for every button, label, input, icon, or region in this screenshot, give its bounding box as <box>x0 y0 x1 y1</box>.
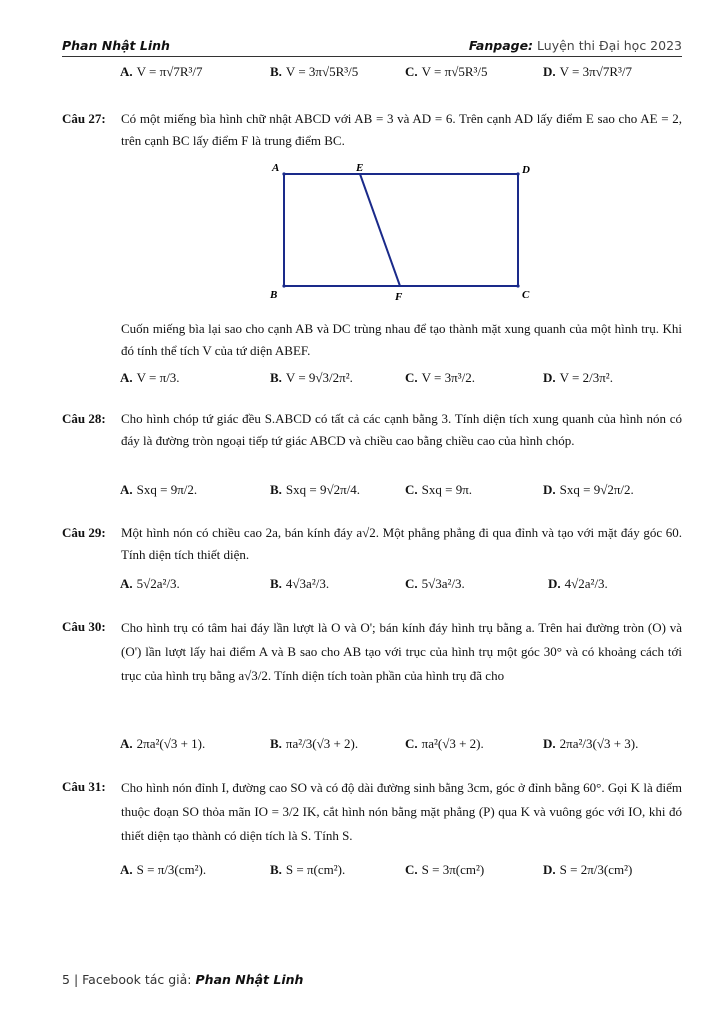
fanpage-label: Fanpage: <box>468 38 534 53</box>
q28-answer-c: C. Sxq = 9π. <box>405 482 473 497</box>
page-header <box>62 36 682 57</box>
footer-label: Facebook tác giả: <box>82 972 192 987</box>
question-label: Câu 31: <box>62 779 106 794</box>
q31-answer-d: D. S = 2π/3(cm²) <box>543 862 633 877</box>
question-text: Có một miếng bìa hình chữ nhật ABCD với AB = 3 và AD = 6. Trên cạnh AD lấy điểm E sao cho AE = 2, trên cạnh BC lấy điểm F là trung điểm BC. <box>121 111 682 148</box>
q27-answer-d: D. V = 2/3π². <box>543 370 613 385</box>
q30-answer-a: A. 2πa²(√3 + 1). <box>120 736 206 751</box>
footer-author: Phan Nhật Linh <box>195 972 304 987</box>
q26-answer-d: D. V = 3π√7R³/7 <box>543 64 633 79</box>
point-f: F <box>395 291 403 303</box>
rectangle-figure <box>266 160 536 310</box>
q28-answer-d: D. Sxq = 9√2π/2. <box>543 482 634 497</box>
question-text: Cho hình chóp tứ giác đều S.ABCD có tất cả các cạnh bằng 3. Tính diện tích xung quanh của hình nón có đáy là đường tròn ngoại tiếp tứ giác ABCD và chiều cao bằng chiều cao của hình chóp. <box>121 411 682 448</box>
q27-answer-a: A. V = π/3. <box>120 370 180 385</box>
segment-ef <box>360 174 400 286</box>
question-text-2: Cuốn miếng bìa lại sao cho cạnh AB và DC trùng nhau để tạo thành mặt xung quanh của một hình trụ. Khi đó tính thể tích V của tứ diện ABEF. <box>121 321 682 358</box>
q26-answer-c: C. V = π√5R³/5 <box>405 64 488 79</box>
q27-answer-c: C. V = 3π³/2. <box>405 370 475 385</box>
point-d: D <box>522 164 530 176</box>
question-text: Cho hình trụ có tâm hai đáy lần lượt là O và O'; bán kính đáy hình trụ bằng a. Trên hai đường tròn (O) và (O') lần lượt lấy hai điểm A và B sao cho AB tạo với trục của hình trụ một góc 30° và có khoảng cách tới trục của hình trụ bằng a√3/2. Tính diện tích toàn phần của hình trụ đã cho <box>121 620 682 683</box>
author-name: Phan Nhật Linh <box>62 38 170 53</box>
question-28 <box>62 408 682 452</box>
question-label: Câu 30: <box>62 619 106 634</box>
q30-answer-c: C. πa²(√3 + 2). <box>405 736 484 751</box>
q29-answer-b: B. 4√3a²/3. <box>270 576 330 591</box>
question-label: Câu 29: <box>62 525 106 540</box>
q31-answer-b: B. S = π(cm²). <box>270 862 346 877</box>
page-footer <box>62 972 303 987</box>
question-text: Một hình nón có chiều cao 2a, bán kính đáy a√2. Một phẳng phẳng đi qua đỉnh và tạo với mặt đáy góc 60. Tính diện tích thiết diện. <box>121 525 682 562</box>
q27-answer-b: B. V = 9√3/2π². <box>270 370 353 385</box>
question-label: Câu 27: <box>62 111 106 126</box>
q31-answer-c: C. S = 3π(cm²) <box>405 862 485 877</box>
question-27-continued <box>62 318 682 362</box>
q31-answer-a: A. S = π/3(cm²). <box>120 862 207 877</box>
fanpage-text: Luyện thi Đại học 2023 <box>537 38 682 53</box>
q28-answer-b: B. Sxq = 9√2π/4. <box>270 482 361 497</box>
q26-answer-b: B. V = 3π√5R³/5 <box>270 64 359 79</box>
q29-answer-c: C. 5√3a²/3. <box>405 576 465 591</box>
question-text: Cho hình nón đỉnh I, đường cao SO và có độ dài đường sinh bằng 3cm, góc ở đỉnh bằng 60°. Gọi K là điểm thuộc đoạn SO thỏa mãn IO = 3/2 IK, cắt hình nón bằng mặt phẳng (P) qua K và vuông góc với IO, khi đó thiết diện tạo thành có diện tích là S. Tính S. <box>121 780 682 843</box>
question-29 <box>62 522 682 566</box>
q29-answer-d: D. 4√2a²/3. <box>548 576 608 591</box>
page-number: 5 <box>62 972 70 987</box>
rectangle-abcd <box>284 174 518 286</box>
point-b: B <box>270 289 278 301</box>
point-e: E <box>356 162 364 174</box>
q29-answer-a: A. 5√2a²/3. <box>120 576 180 591</box>
question-27 <box>62 108 682 152</box>
fanpage <box>469 38 682 53</box>
q30-answer-b: B. πa²/3(√3 + 2). <box>270 736 359 751</box>
point-a: A <box>272 162 280 174</box>
q30-answer-d: D. 2πa²/3(√3 + 3). <box>543 736 639 751</box>
question-label: Câu 28: <box>62 411 106 426</box>
question-31 <box>62 776 682 848</box>
question-30 <box>62 616 682 688</box>
point-c: C <box>522 289 530 301</box>
q26-answer-a: A. V = π√7R³/7 <box>120 64 203 79</box>
q28-answer-a: A. Sxq = 9π/2. <box>120 482 198 497</box>
footer-separator: | <box>73 972 83 987</box>
